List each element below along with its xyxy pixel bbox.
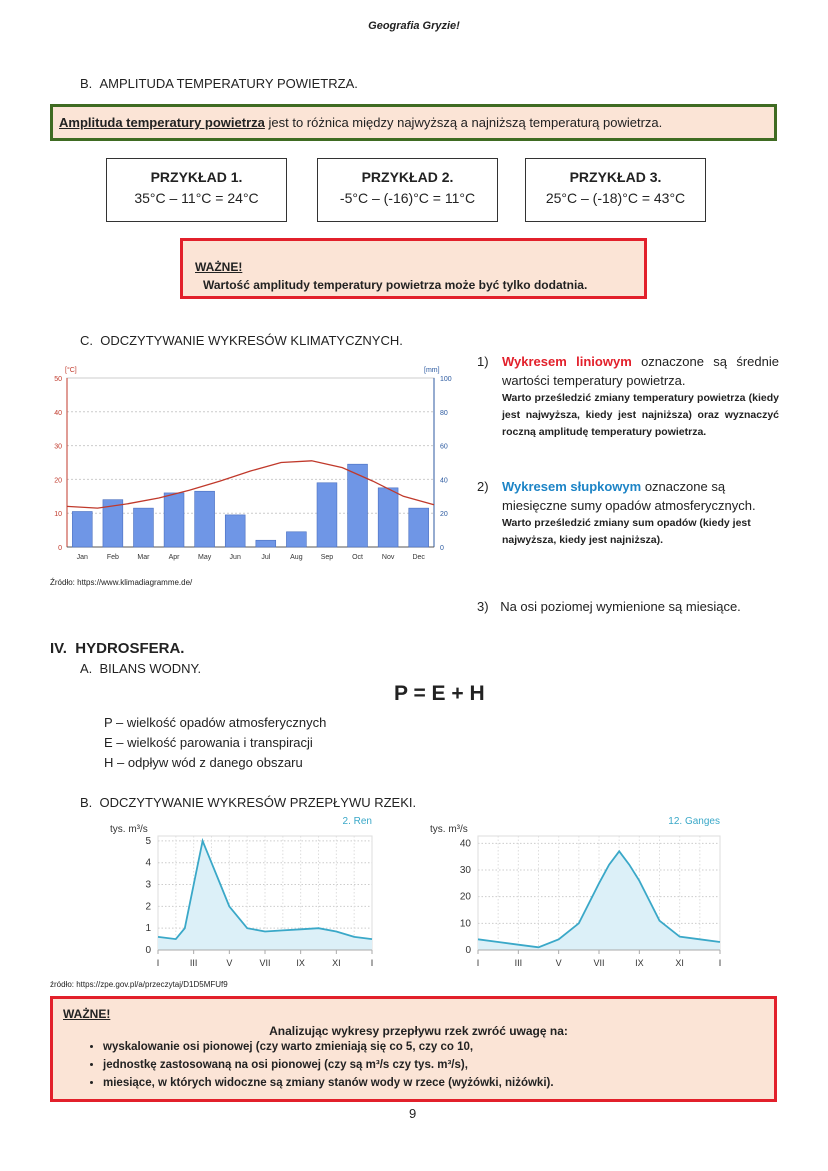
x-tick-label: Nov <box>381 554 395 561</box>
point-3-text: Na osi poziomej wymienione są miesiące. <box>500 599 741 614</box>
x-tick-label: Apr <box>168 554 180 561</box>
example-value: 35°C – 11°C = 24°C <box>134 190 259 206</box>
example-value: 25°C – (-18)°C = 43°C <box>545 190 686 206</box>
example-box-3 <box>525 158 706 222</box>
legend-e: E – wielkość parowania i transpiracji <box>104 735 313 750</box>
precip-bar <box>195 491 215 547</box>
list-item: • jednostkę zastosowaną na osi pionowej (czy są m³/s czy tys. m³/s), <box>103 1056 774 1074</box>
chart-title: 12. Ganges <box>668 816 720 827</box>
list-item: • wyskalowanie osi pionowej (czy warto zmieniają się co 5, czy co 10, <box>103 1038 774 1056</box>
y-tick-left: 50 <box>54 376 62 383</box>
definition-text: jest to różnica między najwyższą a najniższą temperaturą powietrza. <box>264 115 663 130</box>
y-tick-right: 0 <box>440 545 444 552</box>
point-1 <box>477 352 779 441</box>
precip-bar <box>225 515 245 547</box>
y-axis-label: tys. m³/s <box>110 824 148 835</box>
climate-source: Źródło: https://www.klimadiagramme.de/ <box>50 578 193 587</box>
page-header: Geografia Gryzie! <box>368 20 460 32</box>
x-tick-label: Aug <box>290 554 303 561</box>
y-tick-right: 100 <box>440 376 452 383</box>
x-tick-label: III <box>189 958 198 968</box>
x-tick-label: IX <box>296 958 305 968</box>
y-tick-label: 30 <box>459 865 471 876</box>
precip-bar <box>286 532 306 547</box>
example-title: PRZYKŁAD 3. <box>569 169 662 185</box>
point-2-number: 2) <box>477 479 489 494</box>
legend-h: H – odpływ wód z danego obszaru <box>104 755 303 770</box>
y-tick-right: 80 <box>440 409 448 417</box>
y-tick-left: 20 <box>54 477 62 485</box>
x-tick-label: May <box>198 554 212 561</box>
y-tick-right: 40 <box>440 477 448 485</box>
climate-chart <box>32 358 472 570</box>
x-tick-label: Dec <box>412 554 425 561</box>
precip-bar <box>256 540 276 547</box>
list-item: • miesiące, w których widoczne są zmiany stanów wody w rzece (wyżówki, niżówki). <box>103 1074 774 1092</box>
y-tick-left: 10 <box>54 511 62 519</box>
line-chart-term: Wykresem liniowym <box>502 354 632 369</box>
x-tick-label: V <box>226 958 233 968</box>
y-tick-right: 20 <box>440 511 448 519</box>
bar-chart-term: Wykresem słupkowym <box>502 479 642 494</box>
y-tick-label: 40 <box>459 838 471 850</box>
y-tick-label: 4 <box>145 857 151 869</box>
water-balance-formula: P = E + H <box>394 682 485 705</box>
definition-box <box>50 104 777 141</box>
river-chart-ren <box>100 810 390 978</box>
point-2-note: Warto prześledzić zmiany sum opadów (kiedy jest najwyższa, kiedy jest najniższa). <box>502 517 751 546</box>
page-number: 9 <box>409 1106 417 1121</box>
x-tick-label: VII <box>593 958 605 968</box>
x-tick-label: I <box>476 958 480 968</box>
x-tick-label: I <box>156 958 160 968</box>
point-1-text: oznaczone są średnie wartości temperatury powietrza. <box>502 354 779 388</box>
y-tick-label: 5 <box>145 835 151 847</box>
x-tick-label: Oct <box>352 554 363 561</box>
point-3 <box>477 597 797 616</box>
important-title: WAŻNE! <box>63 1007 111 1021</box>
y-label-left: [°C] <box>65 367 77 374</box>
example-value: -5°C – (-16)°C = 11°C <box>339 190 476 206</box>
x-tick-label: Jan <box>76 554 88 561</box>
x-tick-label: XI <box>332 958 341 968</box>
formula-legend <box>104 713 326 773</box>
chart-title: 2. Ren <box>342 816 372 827</box>
example-box-2 <box>317 158 498 222</box>
legend-p: P – wielkość opadów atmosferycznych <box>104 715 327 730</box>
section-ivb-heading: B. ODCZYTYWANIE WYKRESÓW PRZEPŁYWU RZEKI. <box>80 795 417 810</box>
important-list <box>63 1038 774 1092</box>
y-label-right: [mm] <box>424 367 440 374</box>
important-box-rivers <box>50 996 777 1102</box>
y-tick-label: 0 <box>145 945 151 956</box>
precip-bar <box>378 488 398 547</box>
y-tick-label: 2 <box>145 901 151 913</box>
precip-bar <box>348 464 368 547</box>
y-tick-label: 20 <box>459 891 471 903</box>
y-tick-left: 30 <box>54 443 62 451</box>
important-title: WAŻNE! <box>195 260 243 274</box>
point-1-note: Warto prześledzić zmiany temperatury powietrza (kiedy jest najwyższa, kiedy jest najniższa) oraz wyznaczyć roczną amplitudę temperatury powietrza. <box>502 392 779 438</box>
point-1-number: 1) <box>477 354 489 369</box>
precip-bar <box>164 493 184 547</box>
section-b-heading: B. AMPLITUDA TEMPERATURY POWIETRZA. <box>80 76 358 91</box>
river-chart-ganges <box>420 810 730 978</box>
x-tick-label: Feb <box>106 554 119 561</box>
x-tick-label: III <box>514 958 523 968</box>
important-intro: Analizując wykresy przepływu rzek zwróć uwagę na: <box>269 1024 568 1038</box>
point-3-number: 3) <box>477 599 489 614</box>
point-2 <box>477 477 779 549</box>
important-box-amplitude <box>180 238 647 299</box>
y-tick-left: 40 <box>54 409 62 417</box>
important-text: Wartość amplitudy temperatury powietrza może być tylko dodatnia. <box>203 278 588 292</box>
example-title: PRZYKŁAD 2. <box>361 169 454 185</box>
y-tick-label: 3 <box>145 879 151 891</box>
point-2-text: oznaczone są miesięczne sumy opadów atmosferycznych. <box>502 479 756 513</box>
x-tick-label: I <box>370 958 374 968</box>
section-iva-heading: A. BILANS WODNY. <box>80 661 202 676</box>
precip-bar <box>134 508 154 547</box>
definition-term: Amplituda temperatury powietrza <box>59 115 265 130</box>
x-tick-label: Mar <box>137 554 150 561</box>
example-title: PRZYKŁAD 1. <box>150 169 243 185</box>
x-tick-label: I <box>718 958 722 968</box>
precip-bar <box>409 508 429 547</box>
y-tick-left: 0 <box>58 545 62 552</box>
river-source: źródło: https://zpe.gov.pl/a/przeczytaj/D1D5MFUf9 <box>50 980 228 989</box>
section-c-heading: C. ODCZYTYWANIE WYKRESÓW KLIMATYCZNYCH. <box>80 333 403 348</box>
x-tick-label: VII <box>259 958 271 968</box>
y-tick-label: 10 <box>459 918 471 930</box>
precip-bar <box>317 483 337 547</box>
x-tick-label: Jun <box>229 554 241 561</box>
x-tick-label: V <box>555 958 562 968</box>
precip-bar <box>72 512 92 547</box>
y-tick-label: 0 <box>465 945 471 956</box>
x-tick-label: IX <box>635 958 644 968</box>
section-iv-heading: IV. HYDROSFERA. <box>50 640 185 657</box>
x-tick-label: XI <box>675 958 684 968</box>
y-tick-label: 1 <box>145 923 151 935</box>
x-tick-label: Jul <box>261 554 271 561</box>
x-tick-label: Sep <box>320 554 334 561</box>
y-axis-label: tys. m³/s <box>430 824 468 835</box>
y-tick-right: 60 <box>440 443 448 451</box>
example-box-1 <box>106 158 287 222</box>
